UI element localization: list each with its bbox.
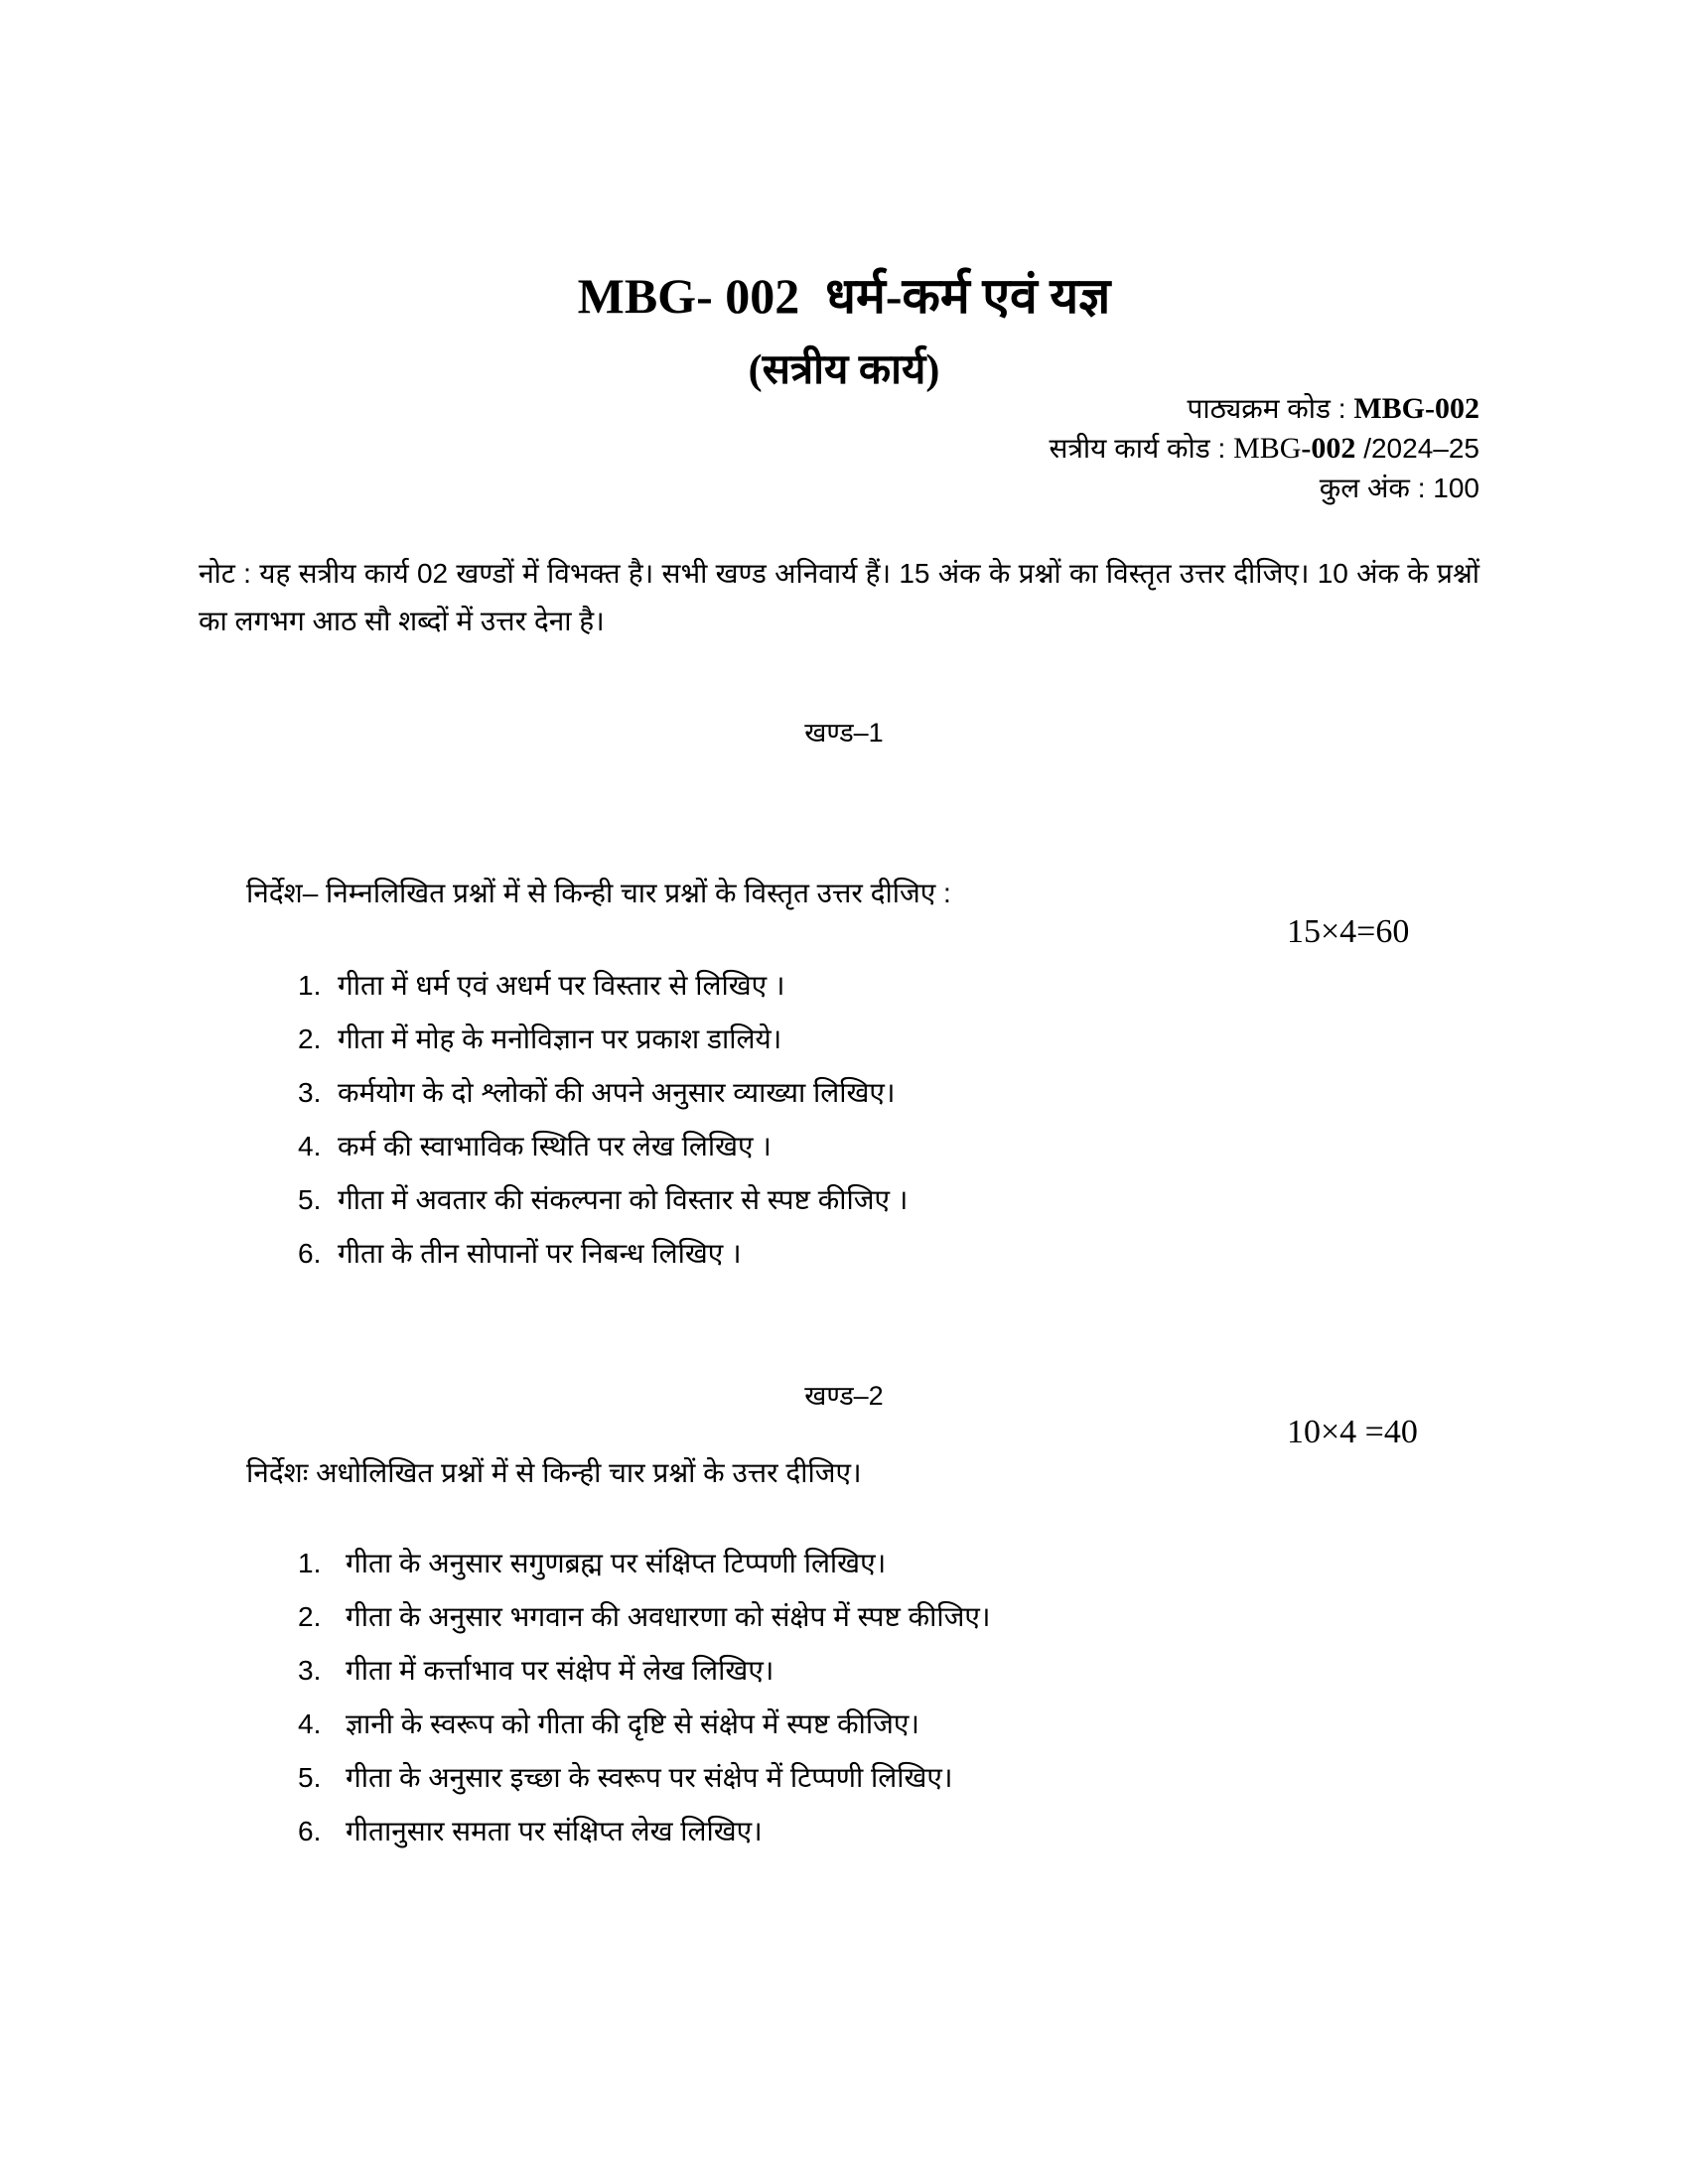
question-number: 4.	[298, 1708, 322, 1739]
question-item	[298, 1066, 908, 1120]
question-number: 3.	[298, 1655, 322, 1686]
question-text: कर्म की स्वाभाविक स्थिति पर लेख लिखिए ।	[338, 1131, 772, 1161]
question-number: 2.	[298, 1024, 322, 1054]
course-code-value: MBG-002	[1353, 392, 1479, 425]
assignment-year: /2024–25	[1355, 433, 1479, 464]
question-item	[298, 1751, 990, 1805]
question-text: गीतानुसार समता पर संक्षिप्त लेख लिखिए।	[346, 1816, 763, 1846]
question-number: 4.	[298, 1131, 322, 1161]
question-text: कर्मयोग के दो श्लोकों की अपने अनुसार व्याख्या लिखिए।	[338, 1077, 896, 1108]
question-number: 6.	[298, 1816, 322, 1846]
page-subtitle: (सत्रीय कार्य)	[748, 347, 940, 393]
note-paragraph: नोट : यह सत्रीय कार्य 02 खण्डों में विभक्त है। सभी खण्ड अनिवार्य हैं। 15 अंक के प्रश्नों का विस्तृत उत्तर दीजिए। 10 अंक के प्रश्नों का लगभग आठ सौ शब्दों में उत्तर देना है।	[199, 558, 1479, 636]
section-1-instruction: निर्देश– निम्नलिखित प्रश्नों में से किन्ही चार प्रश्नों के विस्तृत उत्तर दीजिए :	[246, 878, 951, 908]
question-item	[298, 1173, 908, 1227]
section-1-question-list	[298, 959, 908, 1281]
course-name-title: धर्म-कर्म एवं यज्ञ	[825, 268, 1111, 324]
question-text: गीता में कर्त्ताभाव पर संक्षेप में लेख लिखिए।	[346, 1655, 774, 1686]
question-item	[298, 1644, 990, 1698]
question-number: 5.	[298, 1184, 322, 1215]
question-text: गीता में मोह के मनोविज्ञान पर प्रकाश डालिये।	[338, 1024, 782, 1054]
question-text: ज्ञानी के स्वरूप को गीता की दृष्टि से संक्षेप में स्पष्ट कीजिए।	[346, 1708, 920, 1739]
question-item	[298, 1537, 990, 1590]
section-2-marks: 10×4 =40	[1287, 1414, 1418, 1450]
question-number: 2.	[298, 1601, 322, 1632]
question-item	[298, 959, 908, 1013]
section-2-heading: खण्ड–2	[804, 1381, 884, 1411]
question-number: 5.	[298, 1762, 322, 1793]
question-text: गीता में धर्म एवं अधर्म पर विस्तार से लिखिए ।	[338, 970, 785, 1001]
section-1-marks: 15×4=60	[1287, 913, 1410, 950]
question-text: गीता के अनुसार भगवान की अवधारणा को संक्षेप में स्पष्ट कीजिए।	[346, 1601, 991, 1632]
question-item	[298, 1805, 990, 1858]
question-item	[298, 1013, 908, 1066]
question-item	[298, 1227, 908, 1281]
section-2-instruction: निर्देशः अधोलिखित प्रश्नों में से किन्ही चार प्रश्नों के उत्तर दीजिए।	[246, 1457, 862, 1488]
assignment-code-line	[1050, 429, 1479, 467]
question-item	[298, 1698, 990, 1751]
total-marks-line	[1320, 469, 1479, 506]
question-text: गीता के अनुसार सगुणब्रह्म पर संक्षिप्त टिप्पणी लिखिए।	[346, 1548, 887, 1578]
question-text: गीता के तीन सोपानों पर निबन्ध लिखिए ।	[338, 1238, 742, 1269]
page-title	[0, 260, 1688, 328]
section-2-question-list	[298, 1537, 990, 1858]
question-text: गीता में अवतार की संकल्पना को विस्तार से स्पष्ट कीजिए ।	[338, 1184, 909, 1215]
question-number: 1.	[298, 970, 322, 1001]
course-code-title: MBG- 002	[577, 268, 800, 324]
course-code-line	[1187, 389, 1479, 427]
section-1-heading: खण्ड–1	[804, 718, 884, 748]
question-number: 1.	[298, 1548, 322, 1578]
total-marks-label: कुल अंक :	[1319, 473, 1426, 503]
total-marks-value: 100	[1433, 473, 1479, 503]
assignment-code-label: सत्रीय कार्य कोड :	[1049, 433, 1226, 464]
assignment-code-prefix: MBG	[1233, 432, 1302, 465]
question-item	[298, 1120, 908, 1173]
question-number: 3.	[298, 1077, 322, 1108]
question-number: 6.	[298, 1238, 322, 1269]
question-item	[298, 1590, 990, 1644]
question-text: गीता के अनुसार इच्छा के स्वरूप पर संक्षेप में टिप्पणी लिखिए।	[346, 1762, 953, 1793]
course-code-label: पाठ्यक्रम कोड :	[1187, 393, 1346, 424]
assignment-code-bold: -002	[1301, 432, 1356, 465]
